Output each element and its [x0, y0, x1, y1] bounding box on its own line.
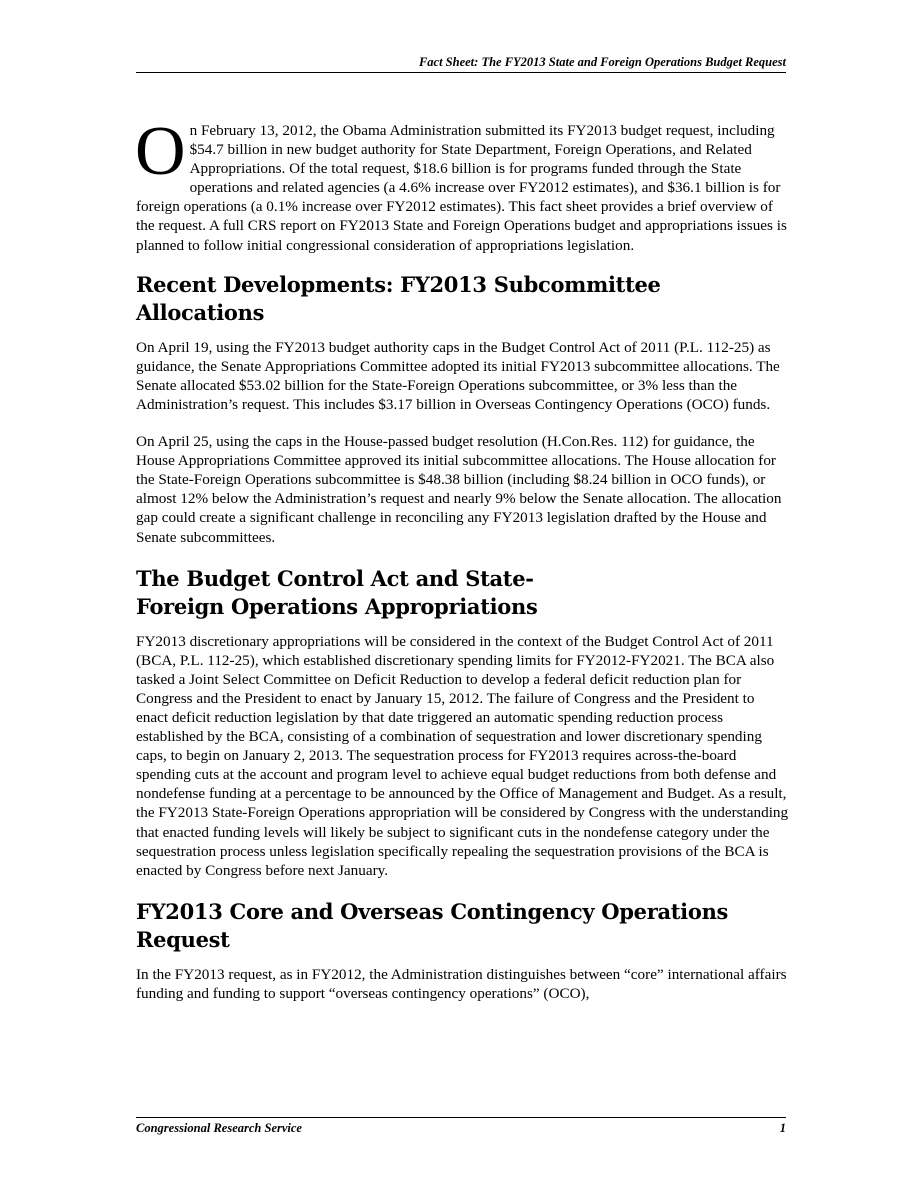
page-body — [135, 113, 790, 1021]
header-divider — [136, 72, 786, 73]
paragraph-core-oco: In the FY2013 request, as in FY2012, the Administration distinguishes between “core” international affairs funding and funding to support “overseas contingency operations” (OCO), — [136, 965, 787, 1002]
drop-cap: O — [135, 113, 186, 190]
section-heading-recent-developments: Recent Developments: FY2013 Subcommittee Allocations — [136, 271, 661, 325]
section-heading-core-oco-request: FY2013 Core and Overseas Contingency Operations Request — [136, 898, 729, 952]
footer-source: Congressional Research Service — [136, 1121, 302, 1135]
paragraph-budget-control-act: FY2013 discretionary appropriations will be considered in the context of the Budget Control Act of 2011 (BCA, P.L. 112-25), which established discretionary spending limits for FY2012-FY2021. The BCA also tasked a Joint Select Committee on Deficit Reduction to develop a federal deficit reduction plan for Congress and the President to enact by January 15, 2012. The failure of Congress and the President to enact deficit reduction legislation by that date triggered an automatic spending reduction process established by the BCA, consisting of a combination of sequestration and lower discretionary spending caps, to begin on January 2, 2013. The sequestration process for FY2013 requires across-the-board spending cuts at the account and program level to achieve equal budget reductions from both defense and nondefense funding at a percentage to be announced by the Office of Management and Budget. As a result, the FY2013 State-Foreign Operations appropriation will be considered by Congress with the understanding that enacted funding levels will likely be subject to significant cuts in the nondefense category under the sequestration process unless legislation specifically repealing the sequestration provisions of the BCA is enacted by Congress before next January. — [136, 632, 789, 879]
intro-text: n February 13, 2012, the Obama Administration submitted its FY2013 budget request, including $54.7 billion in new budget authority for State Department, Foreign Operations, and Related Appropriations. Of the total request, $18.6 billion is for programs funded through the State operations and related agencies (a 4.6% increase over FY2012 estimates), and $36.1 billion is for foreign operations (a 0.1% increase over FY2012 estimates). This fact sheet provides a brief overview of the request. A full CRS report on FY2013 State and Foreign Operations budget and appropriations issues is planned to follow initial congressional consideration of appropriations legislation. — [136, 122, 787, 254]
page-number: 1 — [779, 1121, 786, 1135]
section-heading-budget-control-act: The Budget Control Act and State-Foreign Operations Appropriations — [136, 565, 538, 619]
footer-divider — [136, 1117, 786, 1118]
intro-paragraph — [135, 113, 790, 255]
paragraph-senate-allocation: On April 19, using the FY2013 budget authority caps in the Budget Control Act of 2011 (P.L. 112-25) as guidance, the Senate Appropriations Committee adopted its initial FY2013 subcommittee allocations. The Senate allocated $53.02 billion for the State-Foreign Operations subcommittee, or 3% less than the Administration’s request. This includes $3.17 billion in Overseas Contingency Operations (OCO) funds. — [136, 338, 780, 413]
running-header-title: Fact Sheet: The FY2013 State and Foreign Operations Budget Request — [418, 55, 786, 69]
paragraph-house-allocation: On April 25, using the caps in the House-passed budget resolution (H.Con.Res. 112) for guidance, the House Appropriations Committee approved its initial subcommittee allocations. The House allocation for the State-Foreign Operations subcommittee is $48.38 billion (including $8.24 billion in OCO funds), or almost 12% below the Administration’s request and nearly 9% below the Senate allocation. The allocation gap could create a significant challenge in reconciling any FY2013 legislation drafted by the House and Senate subcommittees. — [136, 433, 782, 546]
